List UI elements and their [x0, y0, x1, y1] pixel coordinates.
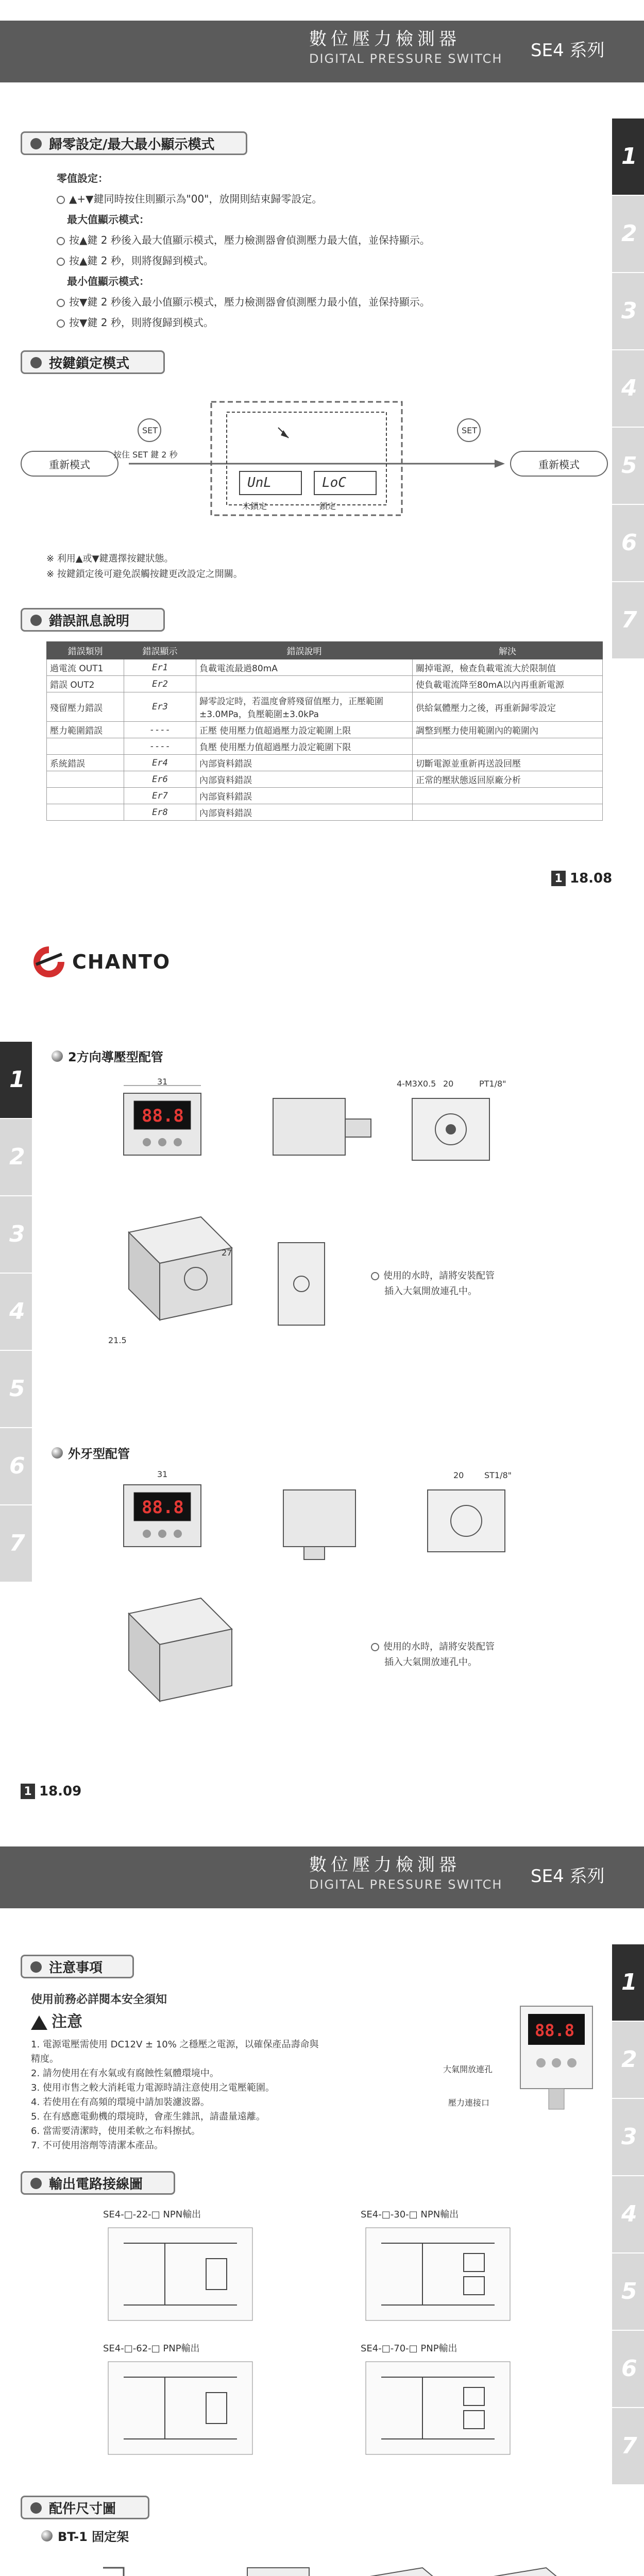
chapter-tabs — [612, 118, 644, 659]
unlock-label: 未鎖定 — [242, 501, 267, 511]
label-pressure-port: 壓力連接口 — [448, 2098, 490, 2108]
2way-iso-drawing — [98, 1201, 273, 1330]
table-header: 解決 — [413, 642, 603, 659]
page-18-08 — [0, 0, 644, 912]
dim-st18: ST1/8" — [484, 1470, 512, 1480]
page-number: 1 18.08 — [551, 871, 612, 886]
table-row: 錯誤 OUT2 Er2 使負載電流降至80mA以內再重新電源 — [47, 676, 603, 692]
chapter-tab-5[interactable]: 5 — [612, 428, 644, 505]
lock-note-2: ※ 按鍵鎖定後可避免誤觸按鍵更改設定之開關。 — [46, 569, 243, 580]
dim-screw: 4-M3X0.5 — [397, 1079, 436, 1089]
2way-back-drawing — [392, 1078, 526, 1181]
chapter-tab-2[interactable]: 2 — [612, 2022, 644, 2099]
circle-bullet-icon — [57, 258, 65, 266]
sphere-bullet-icon — [52, 1050, 63, 1062]
chapter-tab-5[interactable]: 5 — [0, 1351, 32, 1428]
set-key-right: SET — [462, 426, 478, 435]
dim-20-2: 20 — [453, 1470, 464, 1480]
max-line-1: 按▲鍵 2 秒後入最大值顯示模式，壓力檢測器會偵測壓力最大值，並保持顯示。 — [57, 232, 430, 247]
male-iso-drawing — [98, 1583, 273, 1711]
chapter-tabs — [0, 1042, 32, 1583]
chapter-tab-7[interactable]: 7 — [612, 2408, 644, 2485]
chapter-tab-4[interactable]: 4 — [612, 350, 644, 428]
svg-text:88.8: 88.8 — [535, 2021, 575, 2040]
chapter-tab-7[interactable]: 7 — [612, 582, 644, 659]
wiring-npn-2 — [361, 2223, 515, 2326]
section-title-error: 錯誤訊息說明 — [21, 608, 165, 632]
note-line: 4. 若使用在有高頻的環境中請加裝濾波器。 — [31, 2097, 210, 2108]
table-row: 系統錯誤 Er4 內部資料錯誤 切斷電源並重新再送設回壓 — [47, 755, 603, 771]
page-18-09 — [0, 913, 644, 1825]
header-series: SE4 系列 — [531, 1866, 605, 1887]
table-header: 錯誤顯示 — [124, 642, 196, 659]
table-row: Er7 內部資料錯誤 — [47, 788, 603, 804]
subheading-bt1: BT-1 固定架 — [41, 2527, 129, 2545]
lock-note-1: ※ 利用▲或▼鍵選擇按鍵狀態。 — [46, 553, 174, 564]
warning-icon — [31, 2015, 47, 2030]
chapter-tab-4[interactable]: 4 — [0, 1274, 32, 1351]
subheading-2way: 2方向導壓型配管 — [52, 1047, 163, 1065]
page-header — [0, 1826, 644, 1929]
chapter-tab-2[interactable]: 2 — [0, 1119, 32, 1196]
chapter-tab-6[interactable]: 6 — [612, 505, 644, 582]
chapter-tabs — [612, 1944, 644, 2485]
error-table — [46, 641, 603, 821]
table-row: Er6 內部資料錯誤 正常的壓狀態返回原廠分析 — [47, 771, 603, 788]
male-note-2: 插入大氣開放連孔中。 — [384, 1657, 477, 1668]
table-row: 殘留壓力錯誤 Er3 歸零設定時，若溫度會將殘留值壓力，正壓範圍±3.0MPa，負壓範圍±3.0kPa 供給氣體壓力之後，再重新歸零設定 — [47, 692, 603, 722]
note-line: 3. 使用市售之較大消耗電力電源時請注意使用之電壓範圍。 — [31, 2082, 275, 2093]
caution-heading: 注意 — [31, 2009, 82, 2031]
table-row: Er8 內部資料錯誤 — [47, 804, 603, 821]
section-title-accessories: 配件尺寸圖 — [21, 2496, 149, 2519]
2way-note-2: 插入大氣開放連孔中。 — [384, 1286, 477, 1297]
chapter-tab-6[interactable]: 6 — [612, 2331, 644, 2408]
circle-bullet-icon — [57, 237, 65, 245]
chapter-tab-1[interactable]: 1 — [612, 118, 644, 196]
wiring-pnp-2 — [361, 2357, 515, 2460]
sphere-bullet-icon — [41, 2530, 53, 2541]
min-line-2: 按▼鍵 2 秒，則將復歸到模式。 — [57, 314, 214, 329]
note-line: 1. 電源電壓需使用 DC12V ± 10% 之穩壓之電源，以確保產品壽命與 — [31, 2039, 319, 2050]
circle-bullet-icon — [57, 299, 65, 307]
min-line-1: 按▼鍵 2 秒後入最小值顯示模式，壓力檢測器會偵測壓力最小值，並保持顯示。 — [57, 294, 430, 309]
subheading-male-thread: 外牙型配管 — [52, 1444, 130, 1462]
page-number: 1 18.09 — [21, 1784, 81, 1799]
note-line: 2. 請勿使用在有水氣或有腐蝕性氣體環境中。 — [31, 2068, 219, 2079]
chapter-number-box: 1 — [21, 1784, 35, 1799]
circle-bullet-icon — [371, 1643, 379, 1651]
bullet-icon — [30, 138, 42, 149]
circle-bullet-icon — [57, 319, 65, 328]
male-front-drawing — [103, 1469, 237, 1562]
unlock-code: UnL — [247, 475, 272, 490]
brand-logo: CHANTO — [31, 944, 171, 980]
normal-mode-left: 重新模式 — [21, 451, 118, 477]
hold-set-hint: 按住 SET 鍵 2 秒 — [113, 450, 178, 460]
male-side-drawing — [268, 1469, 392, 1562]
wiring-label-1: SE4-□-22-□ NPN輸出 — [103, 2209, 201, 2220]
header-title-en: DIGITAL PRESSURE SWITCH — [309, 52, 503, 66]
2way-front-drawing — [103, 1078, 237, 1171]
bullet-icon — [30, 2502, 42, 2514]
chapter-tab-6[interactable]: 6 — [0, 1428, 32, 1505]
bullet-icon — [30, 1961, 42, 1973]
note-line: 6. 當需要清潔時，使用柔軟之布料擦拭。 — [31, 2126, 200, 2137]
2way-note-1: 使用的水時，請將安裝配管 — [371, 1268, 495, 1282]
dim-21-5: 21.5 — [108, 1335, 127, 1345]
zero-title: 零值設定： — [57, 172, 108, 184]
svg-text:88.8: 88.8 — [142, 1497, 184, 1518]
chapter-tab-7[interactable]: 7 — [0, 1505, 32, 1583]
chapter-tab-1[interactable]: 1 — [612, 1944, 644, 2022]
table-header: 錯誤說明 — [196, 642, 413, 659]
header-title-zh: 數位壓力檢測器 — [309, 1855, 461, 1875]
table-row: 壓力範圍錯誤 ---- 正壓 使用壓力值超過壓力設定範圍上限 調整到壓力使用範圍內的範圍內 — [47, 722, 603, 738]
table-row: 過電流 OUT1 Er1 負載電流最過80mA 關掉電源，檢查負載電流大於限制值 — [47, 659, 603, 676]
dim-pt18: PT1/8" — [479, 1079, 506, 1089]
section-title-wiring: 輸出電路接線圖 — [21, 2171, 175, 2195]
chapter-tab-3[interactable]: 3 — [612, 2099, 644, 2176]
dim-20: 20 — [443, 1079, 454, 1089]
note-line: 7. 不可使用溶劑等清潔本產品。 — [31, 2140, 163, 2151]
wiring-label-2: SE4-□-30-□ NPN輸出 — [361, 2209, 459, 2220]
chapter-tab-3[interactable]: 3 — [0, 1196, 32, 1274]
min-title: 最小值顯示模式： — [67, 275, 149, 287]
page-18-10 — [0, 1826, 644, 2576]
bt1-drawing — [93, 2547, 608, 2576]
wiring-npn-1 — [103, 2223, 258, 2326]
page-header — [0, 0, 644, 103]
dim-width: 31 — [157, 1077, 168, 1087]
note-line: 精度。 — [31, 2054, 59, 2064]
header-title-en: DIGITAL PRESSURE SWITCH — [309, 1877, 503, 1892]
2way-bottom-drawing — [268, 1232, 340, 1335]
wiring-pnp-1 — [103, 2357, 258, 2460]
lock-label: 鎖定 — [319, 501, 336, 511]
circle-bullet-icon — [371, 1272, 379, 1280]
2way-side-drawing — [258, 1078, 381, 1171]
dim-width-2: 31 — [157, 1469, 168, 1479]
bullet-icon — [30, 2178, 42, 2189]
chapter-tab-3[interactable]: 3 — [612, 273, 644, 350]
dim-27: 27 — [222, 1248, 232, 1258]
sensor-photo — [505, 1996, 608, 2114]
circle-bullet-icon — [57, 196, 65, 204]
zero-line: ▲+▼鍵同時按住則顯示為"00"，放開則結束歸零設定。 — [57, 191, 322, 206]
note-line: 5. 在有感應電動機的環境時，會產生雜訊，請盡量遠離。 — [31, 2111, 265, 2122]
table-header: 錯誤類別 — [47, 642, 124, 659]
bullet-icon — [30, 357, 42, 368]
svg-text:88.8: 88.8 — [142, 1106, 184, 1126]
male-note-1: 使用的水時，請將安裝配管 — [371, 1639, 495, 1653]
section-title-lock: 按鍵鎖定模式 — [21, 350, 165, 374]
sphere-bullet-icon — [52, 1447, 63, 1459]
chanto-logo-icon — [31, 944, 67, 980]
chapter-number-box: 1 — [551, 871, 566, 886]
set-key-left: SET — [142, 426, 158, 435]
normal-mode-right: 重新模式 — [510, 451, 608, 477]
header-series: SE4 系列 — [531, 40, 605, 61]
safety-heading: 使用前務必詳閱本安全須知 — [31, 1993, 167, 2006]
wiring-label-3: SE4-□-62-□ PNP輸出 — [103, 2343, 200, 2354]
lock-code: LoC — [322, 475, 346, 490]
bullet-icon — [30, 615, 42, 626]
label-atmos-port: 大氣開放連孔 — [443, 2064, 493, 2074]
chapter-tab-5[interactable]: 5 — [612, 2253, 644, 2331]
max-title: 最大值顯示模式： — [67, 213, 149, 226]
header-title-zh: 數位壓力檢測器 — [309, 29, 461, 49]
wiring-label-4: SE4-□-70-□ PNP輸出 — [361, 2343, 457, 2354]
male-back-drawing — [412, 1469, 526, 1572]
chapter-tab-1[interactable]: 1 — [0, 1042, 32, 1119]
table-row: ---- 負壓 使用壓力值超過壓力設定範圍下限 — [47, 738, 603, 755]
max-line-2: 按▲鍵 2 秒，則將復歸到模式。 — [57, 252, 214, 267]
section-title-caution: 注意事項 — [21, 1955, 134, 1978]
section-title-zero: 歸零設定/最大最小顯示模式 — [21, 131, 247, 155]
chapter-tab-4[interactable]: 4 — [612, 2176, 644, 2253]
chapter-tab-2[interactable]: 2 — [612, 196, 644, 273]
